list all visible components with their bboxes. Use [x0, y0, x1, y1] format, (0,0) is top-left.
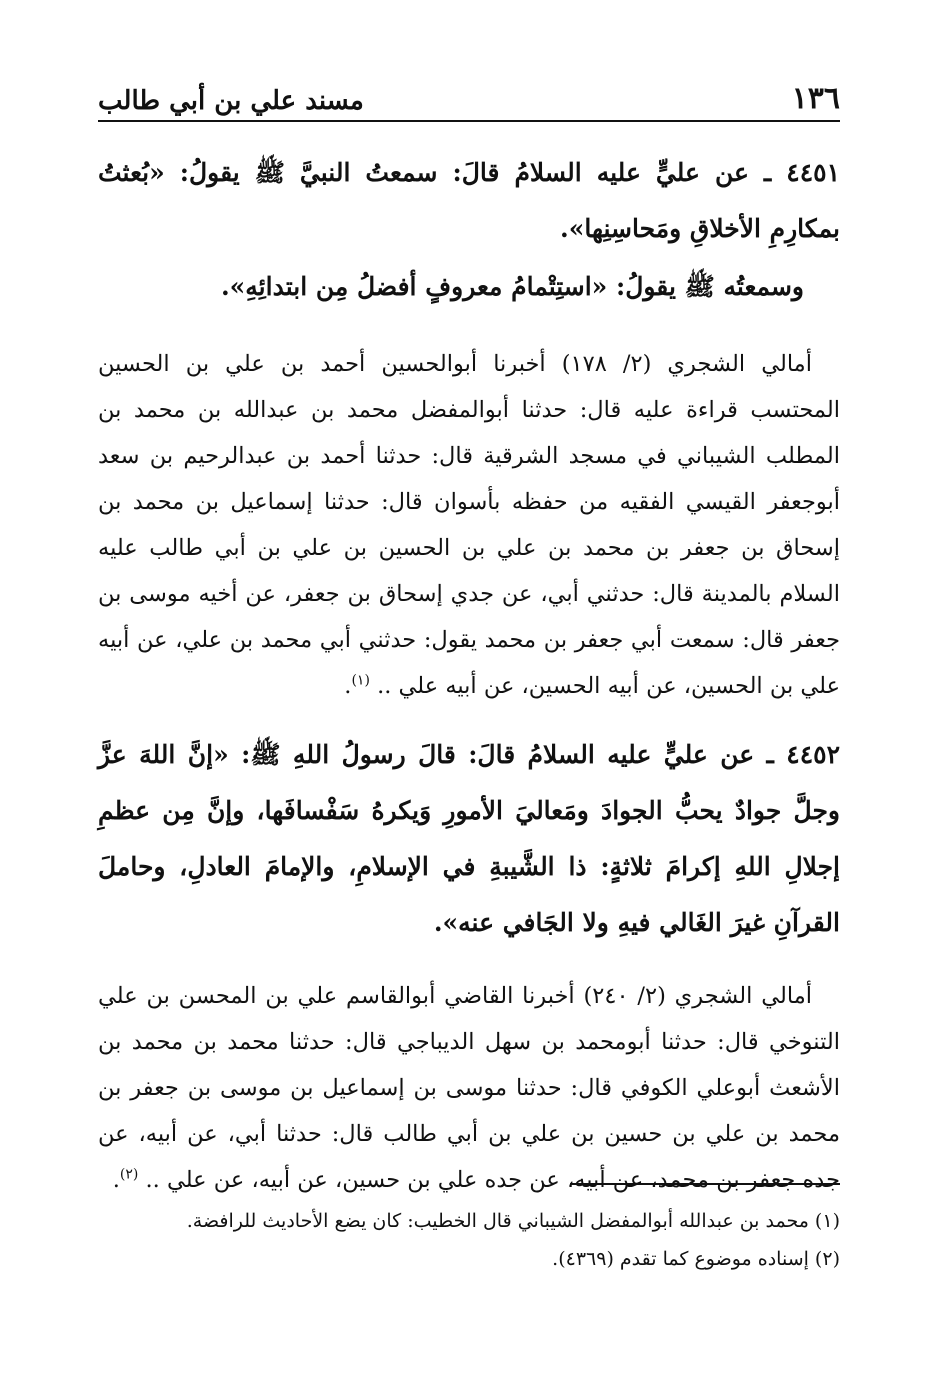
- page-header: [98, 74, 840, 122]
- source-4451-end: .: [344, 673, 352, 699]
- running-title: مسند علي بن أبي طالب: [98, 86, 364, 116]
- footnote-ref-1: (١): [351, 672, 370, 689]
- hadith-4451: ٤٤٥١ ـ عن عليٍّ عليه السلامُ قالَ: سمعتُ النبيَّ ﷺ يقولُ: «بُعثتُ بمكارِمِ الأخلاقِ ومَحاسِنِها».: [98, 158, 841, 243]
- page-body: [98, 145, 840, 1203]
- footnote-1: (١) محمد بن عبدالله أبوالمفضل الشيباني قال الخطيب: كان يضع الأحاديث للرافضة.: [186, 1210, 840, 1232]
- source-4451-text: أمالي الشجري (٢/ ١٧٨) أخبرنا أبوالحسين أحمد بن علي بن الحسين المحتسب قراءة عليه قال: حدثنا أبوالمفضل محمد بن عبدالله بن محمد بن المطلب الشيباني في مسجد الشرقية قال: حدثنا أحمد بن عبدالرحيم بن سعد أبوجعفر القيسي الفقيه من حفظه بأسوان قال: حدثنا إسماعيل بن محمد بن إسحاق بن جعفر بن محمد بن علي بن الحسين بن علي بن أبي طالب عليه السلام بالمدينة قال: حدثني أبي، عن جدي إسحاق بن جعفر، عن أخيه موسى بن جعفر قال: سمعت أبي جعفر بن محمد يقول: حدثني أبي محمد بن علي، عن أبيه علي بن الحسين، عن أبيه الحسين، عن أبيه علي ..: [98, 351, 840, 699]
- spacer: [98, 709, 840, 727]
- spacer: [98, 315, 840, 341]
- source-4451: [98, 341, 840, 709]
- hadith-4452: ٤٤٥٢ ـ عن عليٍّ عليه السلامُ قالَ: قالَ رسولُ اللهِ ﷺ: «إنَّ اللهَ عزَّ وجلَّ جوادٌ يحبُّ الجوادَ ومَعاليَ الأمورِ وَيكرهُ سَفْسافَها، وإنَّ مِن عظمِ إجلالِ اللهِ إكرامَ ثلاثةٍ: ذا الشَّيبةِ في الإسلامِ، والإمامَ العادلِ، وحاملَ القرآنِ غيرَ الغَالي فيهِ ولا الجَافي عنه».: [98, 740, 840, 937]
- footnote-divider: [570, 1183, 840, 1185]
- hadith-4451-continuation: وسمعتُه ﷺ يقولُ: «استِتْمامُ معروفٍ أفضلُ مِن ابتدائِهِ».: [220, 272, 804, 301]
- footnote-2: (٢) إسناده موضوع كما تقدم (٤٣٦٩).: [552, 1248, 840, 1270]
- spacer: [98, 951, 840, 973]
- footnotes: [98, 1202, 840, 1278]
- source-4452: [98, 973, 840, 1203]
- source-4452-text: أمالي الشجري (٢/ ٢٤٠) أخبرنا القاضي أبوالقاسم علي بن المحسن بن علي التنوخي قال: حدثنا أبومحمد بن سهل الديباجي قال: حدثنا محمد بن محمد بن الأشعث أبوعلي الكوفي قال: حدثنا موسى بن إسماعيل بن موسى بن جعفر بن محمد بن علي بن حسين بن علي بن أبي طالب قال: حدثنا أبي، عن أبيه، عن جده جعفر بن محمد، عن أبيه، عن جده علي بن حسين، عن أبيه، عن علي ..: [98, 983, 840, 1193]
- footnote-ref-2: (٢): [119, 1166, 139, 1183]
- page-number: ١٣٦: [791, 81, 840, 116]
- source-4452-end: .: [112, 1167, 120, 1193]
